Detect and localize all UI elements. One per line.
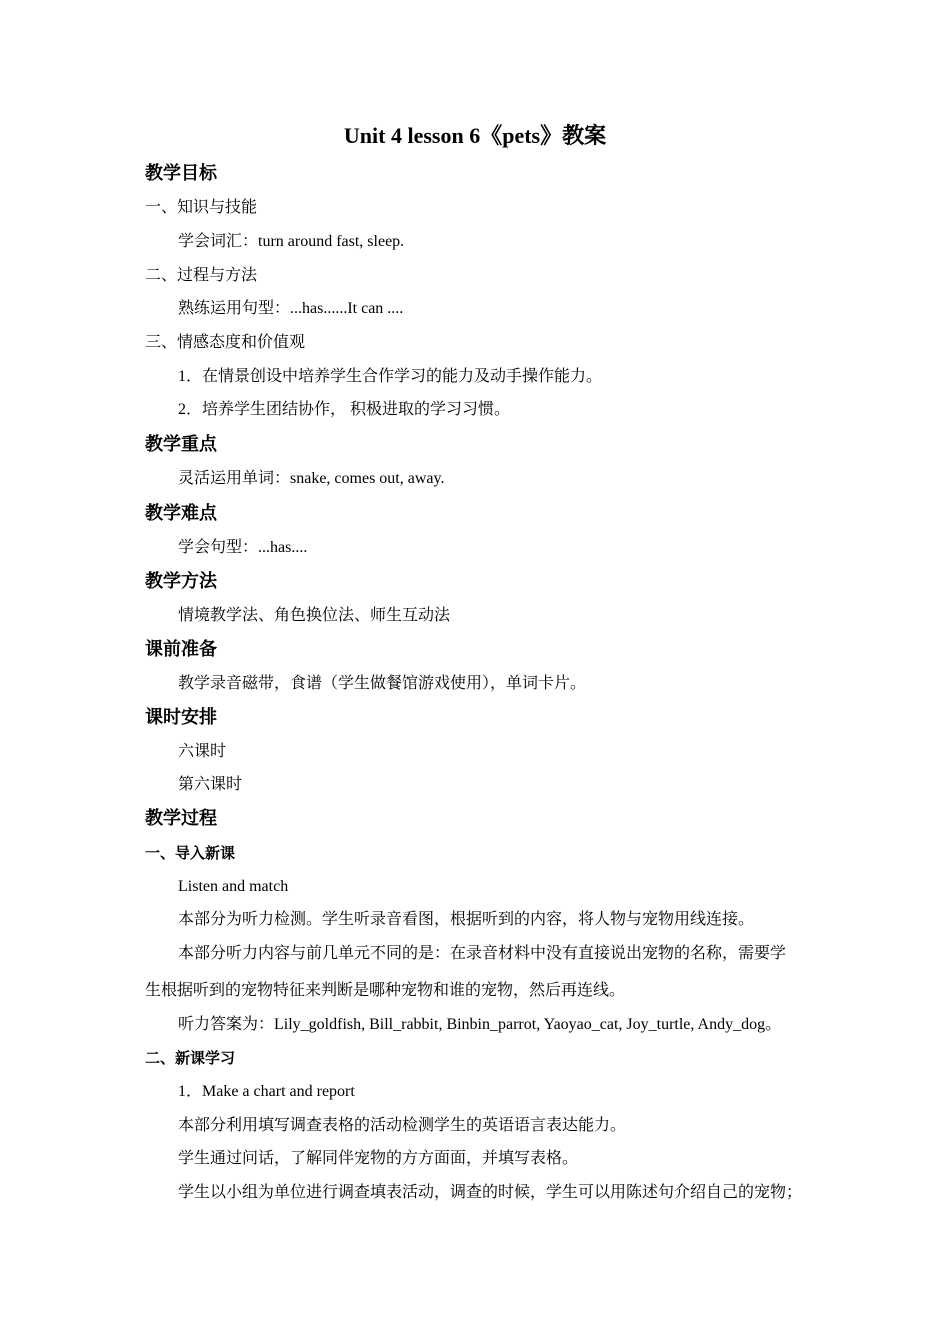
new-lesson-heading: 二、新课学习 <box>145 1049 236 1067</box>
emotion-heading: 三、情感态度和价值观 <box>145 334 306 351</box>
document-title: Unit 4 lesson 6《pets》教案 <box>343 123 607 148</box>
schedule-line-1: 六课时 <box>178 743 227 760</box>
key-points-heading: 教学重点 <box>145 434 217 455</box>
schedule-line-2: 第六课时 <box>178 776 243 793</box>
knowledge-text: 学会词汇：turn around fast, sleep. <box>178 233 405 250</box>
process-method-heading: 二、过程与方法 <box>145 267 258 284</box>
methods-heading: 教学方法 <box>145 571 217 592</box>
emotion-item-1: 1．在情景创设中培养学生合作学习的能力及动手操作能力。 <box>178 368 603 385</box>
schedule-heading: 课时安排 <box>145 707 217 728</box>
process-method-text: 熟练运用句型：...has......It can .... <box>178 300 404 317</box>
emotion-item-2: 2．培养学生团结协作， 积极进取的学习习惯。 <box>178 401 511 418</box>
key-points-text: 灵活运用单词：snake, comes out, away. <box>178 470 445 487</box>
methods-text: 情境教学法、角色换位法、师生互动法 <box>178 607 451 624</box>
intro-heading: 一、导入新课 <box>145 844 236 862</box>
intro-note-line-2: 生根据听到的宠物特征来判断是哪种宠物和谁的宠物，然后再连线。 <box>145 982 626 999</box>
preparation-heading: 课前准备 <box>145 639 217 660</box>
intro-answers: 听力答案为：Lily_goldfish, Bill_rabbit, Binbin_parrot, Yaoyao_cat, Joy_turtle, Andy_dog。 <box>178 1016 782 1033</box>
new-lesson-desc-2: 学生通过问话，了解同伴宠物的方方面面，并填写表格。 <box>178 1150 579 1167</box>
teaching-process-heading: 教学过程 <box>145 808 217 829</box>
intro-activity: Listen and match <box>178 878 289 895</box>
new-lesson-desc-3: 学生以小组为单位进行调查填表活动，调查的时候，学生可以用陈述句介绍自己的宠物； <box>178 1184 803 1201</box>
new-lesson-desc-1: 本部分利用填写调查表格的活动检测学生的英语语言表达能力。 <box>178 1117 627 1134</box>
difficulties-heading: 教学难点 <box>145 503 217 524</box>
new-lesson-activity: 1．Make a chart and report <box>178 1083 355 1100</box>
objectives-heading: 教学目标 <box>145 163 217 184</box>
intro-note-line-1: 本部分听力内容与前几单元不同的是：在录音材料中没有直接说出宠物的名称，需要学 <box>178 945 787 962</box>
preparation-text: 教学录音磁带，食谱（学生做餐馆游戏使用），单词卡片。 <box>178 675 587 692</box>
knowledge-heading: 一、知识与技能 <box>145 199 258 216</box>
difficulties-text: 学会句型：...has.... <box>178 539 308 556</box>
intro-description: 本部分为听力检测。学生听录音看图，根据听到的内容，将人物与宠物用线连接。 <box>178 911 755 928</box>
